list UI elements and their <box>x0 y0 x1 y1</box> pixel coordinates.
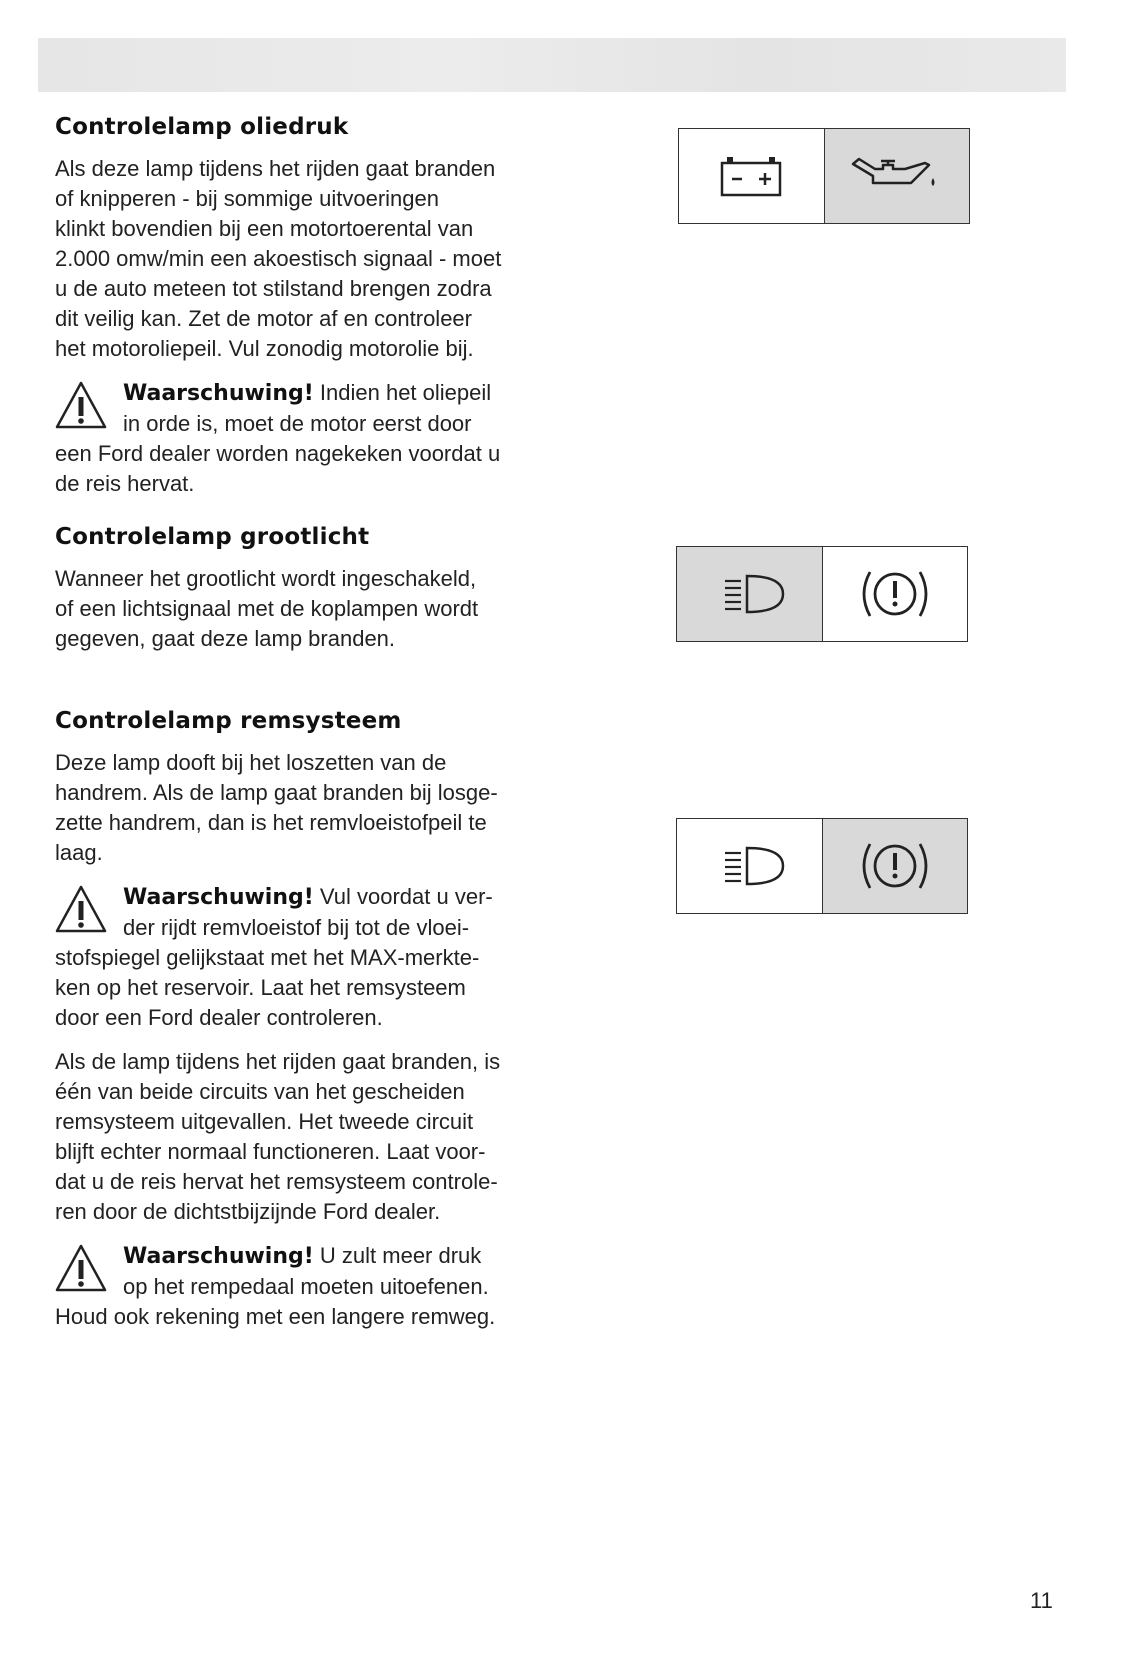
header-band <box>38 38 1066 92</box>
warning-text: Indien het oliepeil <box>313 380 492 405</box>
warning-block <box>55 1241 555 1332</box>
text-line: één van beide circuits van het gescheiden <box>55 1079 465 1104</box>
warning-triangle-icon <box>55 1243 107 1293</box>
lamp-cell-highbeam <box>677 819 822 913</box>
warning-text: ken op het reservoir. Laat het remsysteem <box>55 975 466 1000</box>
lamp-cell-brake <box>822 547 968 641</box>
text-line: blijft echter normaal functioneren. Laat voor- <box>55 1139 486 1164</box>
warning-label: Waarschuwing! <box>123 1244 314 1269</box>
text-line: dit veilig kan. Zet de motor af en controleer <box>55 306 472 331</box>
lamp-cell-brake-lit <box>822 819 968 913</box>
text-line: gegeven, gaat deze lamp branden. <box>55 626 396 651</box>
brake-warning-icon <box>852 566 938 622</box>
text-line: laag. <box>55 840 103 865</box>
section-oil <box>55 114 555 499</box>
text-line: of knipperen - bij sommige uitvoeringen <box>55 186 439 211</box>
text-line: klinkt bovendien bij een motortoerental van <box>55 216 474 241</box>
lamp-panel-brake <box>676 818 968 914</box>
text-line: Deze lamp dooft bij het loszetten van de <box>55 750 447 775</box>
warning-text: U zult meer druk <box>313 1243 482 1268</box>
warning-text: de reis hervat. <box>55 471 195 496</box>
warning-text: door een Ford dealer controleren. <box>55 1005 383 1030</box>
lamp-cell-highbeam-lit <box>677 547 822 641</box>
text-line: zette handrem, dan is het remvloeistofpeil te <box>55 810 487 835</box>
warning-triangle-icon <box>55 380 107 430</box>
warning-text: Houd ook rekening met een langere remweg. <box>55 1304 496 1329</box>
section-brake <box>55 708 555 1332</box>
warning-text: op het rempedaal moeten uitoefenen. <box>123 1274 489 1299</box>
brake-warning-icon <box>852 838 938 894</box>
text-line: remsysteem uitgevallen. Het tweede circuit <box>55 1109 474 1134</box>
text-line: ren door de dichtstbijzijnde Ford dealer. <box>55 1199 441 1224</box>
text-line: Als deze lamp tijdens het rijden gaat branden <box>55 156 496 181</box>
lamp-cell-oil-lit <box>824 129 970 223</box>
text-line: handrem. Als de lamp gaat branden bij losge- <box>55 780 498 805</box>
lamp-cell-battery <box>679 129 824 223</box>
section-title: Controlelamp oliedruk <box>55 114 349 140</box>
section-title: Controlelamp grootlicht <box>55 524 370 550</box>
section-title: Controlelamp remsysteem <box>55 708 402 734</box>
warning-text: stofspiegel gelijkstaat met het MAX-merkte- <box>55 945 480 970</box>
text-line: 2.000 omw/min een akoestisch signaal - moet <box>55 246 502 271</box>
oil-can-icon <box>849 154 945 198</box>
high-beam-icon <box>711 571 787 617</box>
lamp-panel-highbeam <box>676 546 968 642</box>
text-line: het motoroliepeil. Vul zonodig motorolie bij. <box>55 336 474 361</box>
warning-text: een Ford dealer worden nagekeken voordat u <box>55 441 501 466</box>
page-number: 11 <box>1030 1588 1053 1613</box>
warning-text: der rijdt remvloeistof bij tot de vloei- <box>123 915 470 940</box>
warning-text: Vul voordat u ver- <box>313 884 493 909</box>
warning-label: Waarschuwing! <box>123 885 314 910</box>
warning-block <box>55 882 555 1033</box>
text-line: Als de lamp tijdens het rijden gaat branden, is <box>55 1049 501 1074</box>
warning-triangle-icon <box>55 884 107 934</box>
lamp-panel-oil <box>678 128 970 224</box>
section-highbeam <box>55 524 555 654</box>
warning-text: in orde is, moet de motor eerst door <box>123 411 472 436</box>
text-line: u de auto meteen tot stilstand brengen zodra <box>55 276 492 301</box>
warning-label: Waarschuwing! <box>123 381 314 406</box>
high-beam-icon <box>711 843 787 889</box>
text-line: dat u de reis hervat het remsysteem controle- <box>55 1169 498 1194</box>
text-line: of een lichtsignaal met de koplampen wordt <box>55 596 479 621</box>
battery-icon <box>719 153 783 199</box>
text-line: Wanneer het grootlicht wordt ingeschakeld, <box>55 566 477 591</box>
warning-block <box>55 378 555 499</box>
